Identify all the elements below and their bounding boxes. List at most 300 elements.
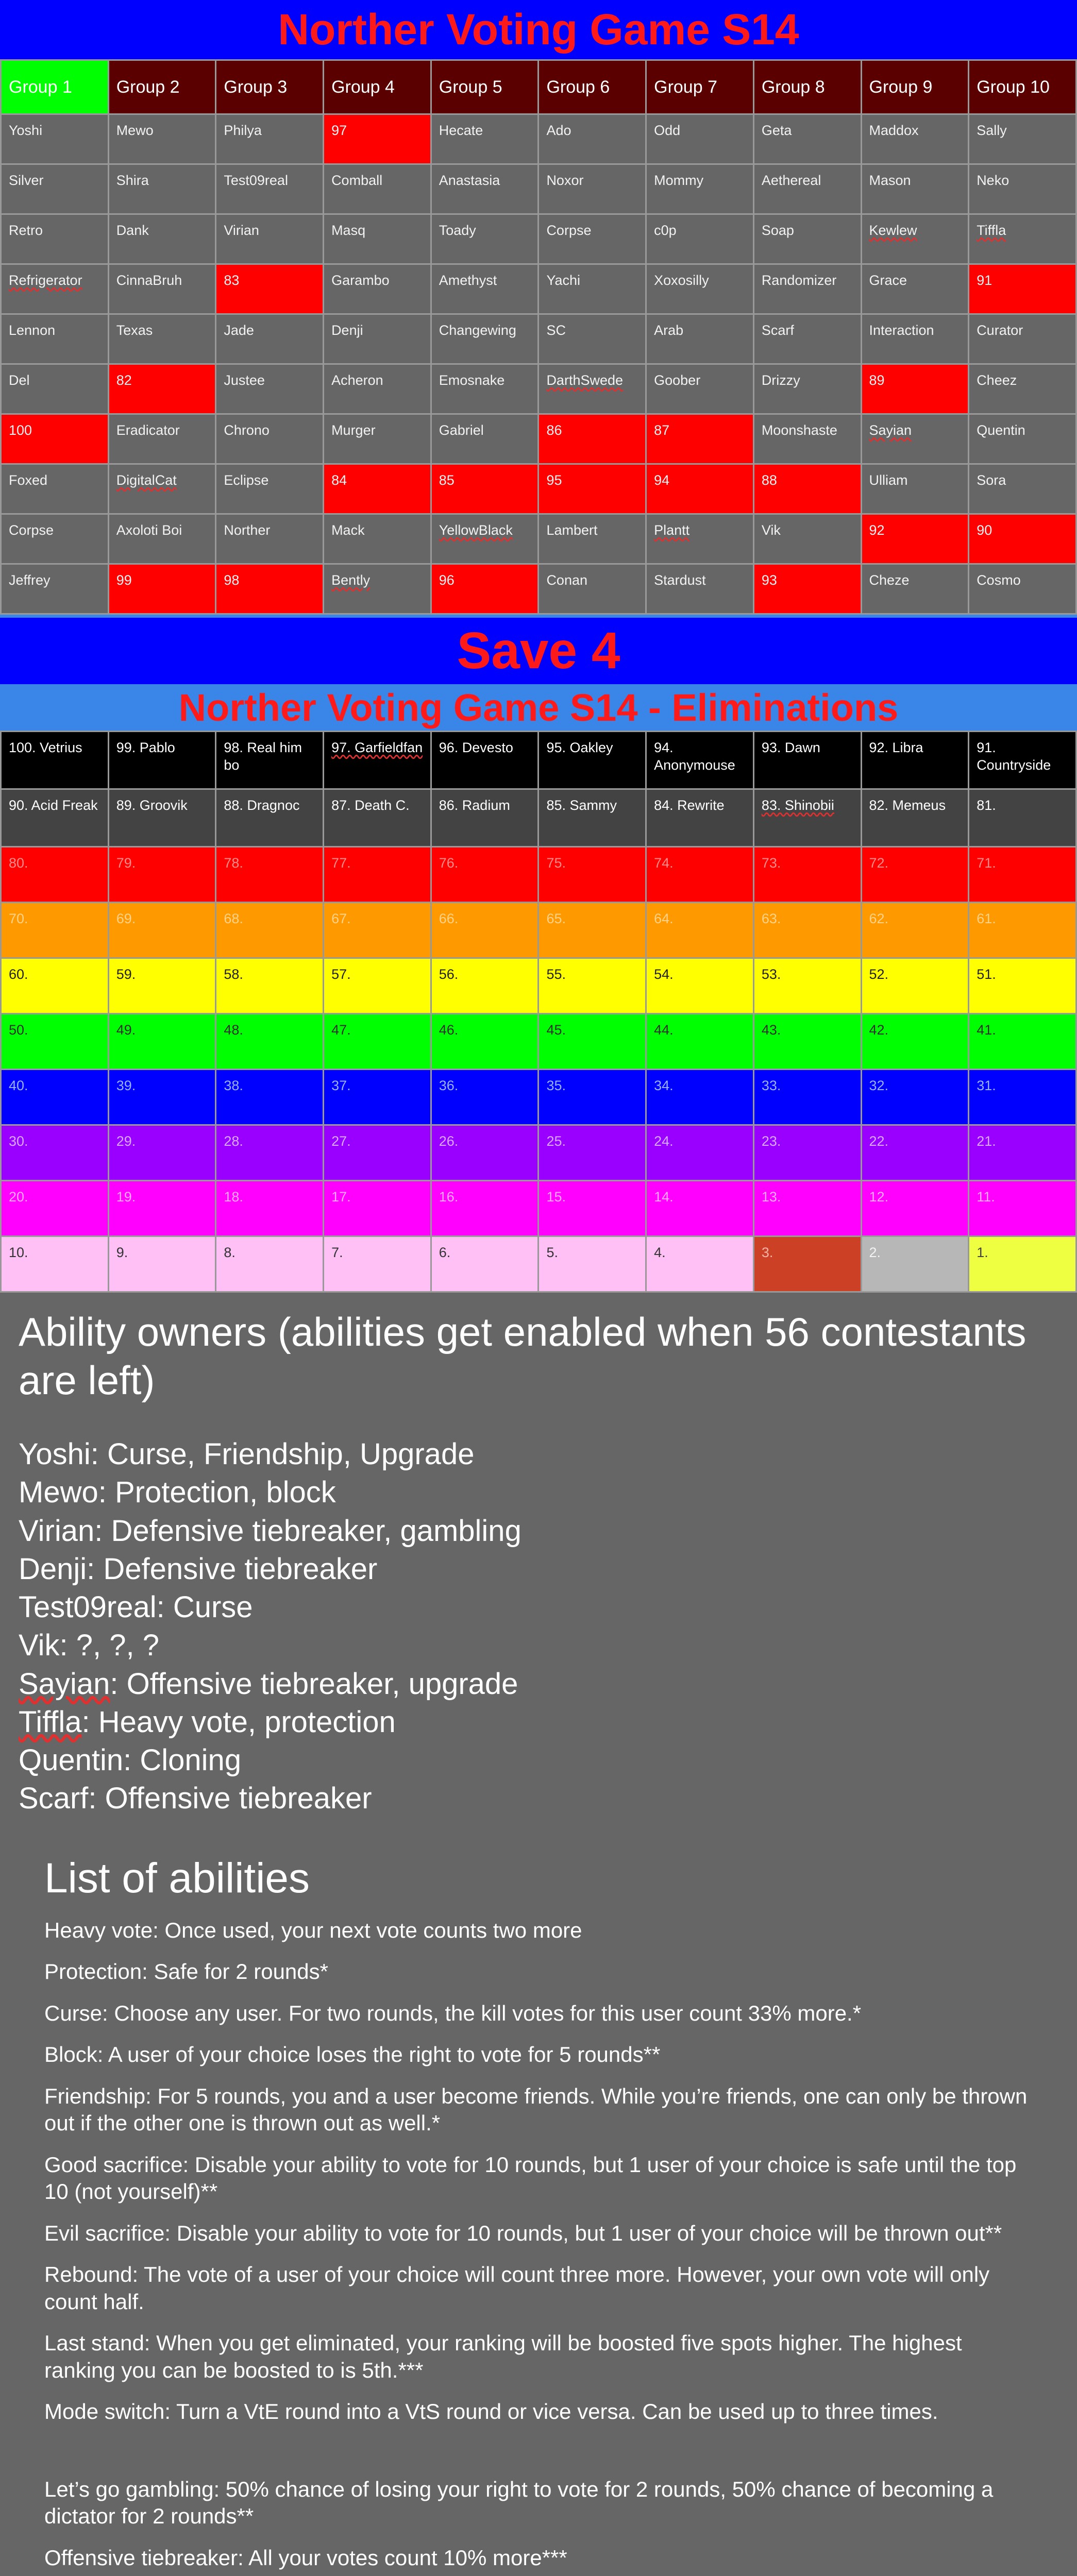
contestant-name: SC	[546, 323, 566, 338]
elimination-rank: 5.	[546, 1245, 558, 1260]
elimination-rank: 53.	[761, 967, 781, 982]
contestant-cell	[216, 114, 324, 164]
elimination-rank: 67.	[331, 911, 351, 926]
contestant-name: c0p	[654, 223, 677, 238]
contestant-name: Eclipse	[224, 472, 269, 488]
contestant-cell	[216, 164, 324, 214]
elimination-rank: 87. Death C.	[331, 798, 410, 813]
elimination-rank: 85. Sammy	[546, 798, 617, 813]
elimination-cell	[969, 1236, 1076, 1292]
elimination-rank: 69.	[116, 911, 136, 926]
elimination-cell	[646, 847, 754, 903]
elimination-cell	[538, 789, 646, 847]
contestant-name: 96	[439, 572, 455, 588]
elimination-cell	[431, 1070, 538, 1125]
contestant-cell	[431, 264, 538, 314]
elimination-rank: 70.	[9, 911, 28, 926]
contestant-name: Drizzy	[761, 372, 800, 388]
eliminated-cell	[753, 564, 861, 614]
contestant-name: Jade	[224, 323, 254, 338]
elimination-rank: 23.	[761, 1133, 781, 1149]
ability-owner: Yoshi: Curse, Friendship, Upgrade	[19, 1437, 475, 1471]
elimination-rank: 15.	[546, 1189, 566, 1205]
ability-owner: Denji: Defensive tiebreaker	[19, 1552, 378, 1586]
owner-abilities: Heavy vote, protection	[98, 1705, 396, 1739]
elimination-cell	[431, 1181, 538, 1236]
groups-row	[1, 264, 1076, 314]
contestant-name: Lennon	[9, 323, 56, 338]
contestant-name: Foxed	[9, 472, 48, 488]
elimination-cell	[1, 903, 109, 958]
contestant-name: 94	[654, 472, 670, 488]
elimination-rank: 48.	[224, 1022, 243, 1038]
elimination-cell	[324, 1236, 431, 1292]
groups-row	[1, 464, 1076, 514]
elimination-rank: 41.	[977, 1022, 996, 1038]
contestant-cell	[108, 264, 216, 314]
elimination-rank: 73.	[761, 855, 781, 871]
elimination-rank: 59.	[116, 967, 136, 982]
elimination-cell	[431, 1014, 538, 1070]
contestant-name: Toady	[439, 223, 476, 238]
elimination-rank: 29.	[116, 1133, 136, 1149]
contestant-cell	[861, 414, 969, 464]
contestant-name: 97	[331, 123, 347, 138]
elimination-rank: 18.	[224, 1189, 243, 1205]
contestant-cell	[216, 464, 324, 514]
ability-item: Heavy vote: Once used, your next vote counts two more	[44, 1918, 582, 1942]
contestant-cell	[216, 314, 324, 364]
elimination-rank: 30.	[9, 1133, 28, 1149]
contestant-name: Scarf	[761, 323, 794, 338]
contestant-name: Del	[9, 372, 30, 388]
elimination-rank: 64.	[654, 911, 674, 926]
contestant-name: Stardust	[654, 572, 706, 588]
elimination-cell	[1, 1236, 109, 1292]
elimination-rank: 99. Pablo	[116, 740, 175, 755]
contestant-name: Denji	[331, 323, 363, 338]
contestant-cell	[324, 414, 431, 464]
ability-owner: Scarf: Offensive tiebreaker	[19, 1782, 372, 1816]
elimination-cell	[431, 903, 538, 958]
contestant-name: 86	[546, 422, 562, 438]
elimination-rank: 26.	[439, 1133, 459, 1149]
elimination-rank: 56.	[439, 967, 459, 982]
elimination-cell	[538, 1125, 646, 1181]
elimination-rank: 74.	[654, 855, 674, 871]
group-header: Group 9	[861, 60, 969, 114]
elimination-rank: 21.	[977, 1133, 996, 1149]
contestant-name: Corpse	[9, 522, 54, 538]
elimination-row	[1, 1236, 1076, 1292]
elimination-cell	[431, 1125, 538, 1181]
contestant-name: Ulliam	[869, 472, 908, 488]
owner-abilities: Curse	[173, 1590, 253, 1624]
eliminated-cell	[753, 464, 861, 514]
contestant-name: Norther	[224, 522, 271, 538]
elimination-rank: 38.	[224, 1078, 243, 1093]
elimination-cell	[538, 958, 646, 1014]
elimination-rank: 32.	[869, 1078, 889, 1093]
owner-abilities: Defensive tiebreaker, gambling	[111, 1514, 521, 1548]
elimination-rank: 45.	[546, 1022, 566, 1038]
elimination-rank: 71.	[977, 855, 996, 871]
elimination-cell	[861, 903, 969, 958]
elimination-rank: 14.	[654, 1189, 674, 1205]
owner-name: Virian	[19, 1514, 95, 1548]
elimination-cell	[1, 1014, 109, 1070]
elimination-cell	[1, 1070, 109, 1125]
elimination-rank: 16.	[439, 1189, 459, 1205]
elimination-rank: 89. Groovik	[116, 798, 188, 813]
elimination-cell	[1, 1125, 109, 1181]
contestant-name: Moonshaste	[761, 422, 837, 438]
contestant-name: Chrono	[224, 422, 270, 438]
elimination-rank: 10.	[9, 1245, 28, 1260]
owner-name: Test09real	[19, 1590, 157, 1624]
elimination-rank: 27.	[331, 1133, 351, 1149]
elimination-cell	[216, 789, 324, 847]
elimination-row	[1, 1125, 1076, 1181]
contestant-cell	[861, 564, 969, 614]
elimination-cell	[216, 903, 324, 958]
eliminated-cell	[969, 514, 1076, 564]
group-header: Group 10	[969, 60, 1076, 114]
contestant-cell	[753, 514, 861, 564]
elimination-cell	[753, 1014, 861, 1070]
eliminated-cell	[538, 464, 646, 514]
elimination-cell	[324, 1125, 431, 1181]
elimination-cell	[1, 732, 109, 789]
contestant-name: Shira	[116, 173, 149, 188]
elimination-row	[1, 958, 1076, 1014]
elimination-rank: 25.	[546, 1133, 566, 1149]
elimination-cell	[969, 847, 1076, 903]
contestant-name: Arab	[654, 323, 684, 338]
contestant-cell	[216, 514, 324, 564]
ability-item: Evil sacrifice: Disable your ability to vote for 10 rounds, but 1 user of your choice will be thrown out**	[44, 2221, 1002, 2245]
elimination-rank: 44.	[654, 1022, 674, 1038]
contestant-name: Xoxosilly	[654, 273, 709, 288]
contestant-name: Grace	[869, 273, 907, 288]
elimination-rank: 50.	[9, 1022, 28, 1038]
contestant-cell	[108, 464, 216, 514]
groups-row	[1, 164, 1076, 214]
ability-item: Let’s go gambling: 50% chance of losing your right to vote for 2 rounds, 50% chance of becoming a dictator for 2 rounds**	[44, 2477, 994, 2529]
elimination-cell	[538, 732, 646, 789]
groups-row	[1, 114, 1076, 164]
elimination-rank: 35.	[546, 1078, 566, 1093]
contestant-name: Vik	[761, 522, 781, 538]
contestant-cell	[861, 164, 969, 214]
contestant-cell	[646, 214, 754, 264]
elimination-cell	[969, 1125, 1076, 1181]
elimination-cell	[431, 958, 538, 1014]
contestant-cell	[1, 264, 109, 314]
contestant-cell	[108, 514, 216, 564]
contestant-cell	[216, 364, 324, 414]
elimination-cell	[431, 732, 538, 789]
elimination-cell	[1, 958, 109, 1014]
contestant-name: Ado	[546, 123, 571, 138]
contestant-name: Anastasia	[439, 173, 500, 188]
contestant-name: Garambo	[331, 273, 390, 288]
elimination-cell	[1, 789, 109, 847]
contestant-name: Odd	[654, 123, 681, 138]
contestant-cell	[324, 364, 431, 414]
contestant-cell	[753, 314, 861, 364]
contestant-name: Plantt	[654, 522, 690, 538]
ability-item: Good sacrifice: Disable your ability to vote for 10 rounds, but 1 user of your choice is safe until the top 10 (not yourself)**	[44, 2152, 1017, 2204]
contestant-cell	[108, 164, 216, 214]
contestant-cell	[861, 114, 969, 164]
contestant-name: Masq	[331, 223, 366, 238]
owner-abilities: Defensive tiebreaker	[103, 1552, 378, 1586]
elimination-rank: 61.	[977, 911, 996, 926]
owner-name: Sayian	[19, 1667, 110, 1701]
elimination-rank: 8.	[224, 1245, 235, 1260]
contestant-name: 92	[869, 522, 885, 538]
contestant-cell	[969, 564, 1076, 614]
elimination-cell	[861, 732, 969, 789]
eliminated-cell	[108, 364, 216, 414]
contestant-name: Bently	[331, 572, 371, 588]
elimination-rank: 6.	[439, 1245, 451, 1260]
elimination-rank: 13.	[761, 1189, 781, 1205]
ability-owner: Quentin: Cloning	[19, 1743, 242, 1777]
elimination-cell	[431, 1236, 538, 1292]
ability-item: Protection: Safe for 2 rounds*	[44, 1959, 328, 1984]
contestant-cell	[324, 514, 431, 564]
contestant-name: 85	[439, 472, 455, 488]
contestant-cell	[969, 164, 1076, 214]
contestant-name: Emosnake	[439, 372, 505, 388]
title-banner	[0, 0, 1077, 59]
group-header: Group 1	[1, 60, 109, 114]
elimination-rank: 94. Anonymouse	[654, 740, 735, 773]
eliminations-table	[0, 731, 1077, 1293]
elimination-row	[1, 1014, 1076, 1070]
elimination-rank: 98. Real him bo	[224, 740, 302, 773]
owner-name: Mewo	[19, 1476, 98, 1510]
contestant-name: Kewlew	[869, 223, 917, 238]
elimination-cell	[646, 1014, 754, 1070]
contestant-name: Curator	[977, 323, 1023, 338]
ability-item: Curse: Choose any user. For two rounds, the kill votes for this user count 33% more.*	[44, 2001, 862, 2025]
contestant-name: DigitalCat	[116, 472, 177, 488]
elimination-cell	[861, 789, 969, 847]
elimination-cell	[216, 847, 324, 903]
contestant-cell	[753, 164, 861, 214]
eliminations-banner	[0, 684, 1077, 731]
contestant-cell	[108, 214, 216, 264]
contestant-name: Mason	[869, 173, 911, 188]
group-header: Group 5	[431, 60, 538, 114]
contestant-name: Cosmo	[977, 572, 1021, 588]
contestant-name: 83	[224, 273, 240, 288]
ability-item: Last stand: When you get eliminated, your ranking will be boosted five spots higher. The highest ranking you can be boosted to is 5th.***	[44, 2331, 962, 2382]
eliminated-cell	[969, 264, 1076, 314]
elimination-row	[1, 789, 1076, 847]
contestant-cell	[108, 314, 216, 364]
contestant-cell	[1, 114, 109, 164]
ability-item: Block: A user of your choice loses the right to vote for 5 rounds**	[44, 2042, 661, 2067]
contestant-cell	[969, 314, 1076, 364]
abilities-list-1	[44, 1917, 1033, 2426]
group-header: Group 3	[216, 60, 324, 114]
elimination-cell	[108, 1014, 216, 1070]
ability-owner: Test09real: Curse	[19, 1590, 253, 1624]
contestant-cell	[324, 314, 431, 364]
elimination-cell	[216, 1125, 324, 1181]
contestant-cell	[1, 214, 109, 264]
elimination-rank: 55.	[546, 967, 566, 982]
elimination-rank: 84. Rewrite	[654, 798, 725, 813]
elimination-cell	[324, 958, 431, 1014]
contestant-cell	[431, 164, 538, 214]
eliminated-cell	[861, 364, 969, 414]
contestant-name: 95	[546, 472, 562, 488]
elimination-rank: 37.	[331, 1078, 351, 1093]
contestant-name: Gabriel	[439, 422, 484, 438]
contestant-cell	[538, 514, 646, 564]
contestant-cell	[969, 214, 1076, 264]
elimination-cell	[324, 1181, 431, 1236]
elimination-cell	[1, 1181, 109, 1236]
elimination-rank: 33.	[761, 1078, 781, 1093]
elimination-rank: 7.	[331, 1245, 343, 1260]
contestant-cell	[324, 214, 431, 264]
elimination-rank: 81.	[977, 798, 996, 813]
eliminated-cell	[324, 114, 431, 164]
elimination-rank: 65.	[546, 911, 566, 926]
contestant-name: Mewo	[116, 123, 154, 138]
contestant-cell	[753, 364, 861, 414]
ability-item: Offensive tiebreaker: All your votes count 10% more***	[44, 2545, 567, 2570]
elimination-rank: 36.	[439, 1078, 459, 1093]
ability-owner: Vik: ?, ?, ?	[19, 1629, 159, 1663]
contestant-name: Axoloti Boi	[116, 522, 182, 538]
elimination-rank: 97. Garfieldfan	[331, 740, 423, 755]
contestant-cell	[969, 464, 1076, 514]
elimination-cell	[538, 1236, 646, 1292]
contestant-name: Aethereal	[761, 173, 821, 188]
contestant-name: Noxor	[546, 173, 584, 188]
elimination-row	[1, 1181, 1076, 1236]
elimination-cell	[753, 958, 861, 1014]
contestant-name: 90	[977, 522, 992, 538]
contestant-cell	[1, 364, 109, 414]
elimination-rank: 19.	[116, 1189, 136, 1205]
elimination-rank: 46.	[439, 1022, 459, 1038]
owner-name: Denji	[19, 1552, 87, 1586]
elimination-cell	[108, 1070, 216, 1125]
elimination-cell	[538, 1070, 646, 1125]
contestant-name: Quentin	[977, 422, 1025, 438]
group-header: Group 2	[108, 60, 216, 114]
elimination-rank: 92. Libra	[869, 740, 923, 755]
owner-abilities: Protection, block	[114, 1476, 336, 1510]
elimination-cell	[216, 958, 324, 1014]
contestant-name: Sora	[977, 472, 1006, 488]
contestant-name: 98	[224, 572, 240, 588]
contestant-cell	[861, 214, 969, 264]
elimination-rank: 31.	[977, 1078, 996, 1093]
elimination-rank: 66.	[439, 911, 459, 926]
owner-abilities: Offensive tiebreaker	[105, 1782, 372, 1816]
elimination-cell	[538, 1181, 646, 1236]
contestant-name: Conan	[546, 572, 588, 588]
eliminated-cell	[431, 464, 538, 514]
contestant-name: YellowBlack	[439, 522, 513, 538]
contestant-cell	[646, 164, 754, 214]
contestant-cell	[753, 114, 861, 164]
elimination-rank: 11.	[977, 1189, 995, 1205]
elimination-cell	[538, 903, 646, 958]
elimination-cell	[108, 958, 216, 1014]
ability-item: Friendship: For 5 rounds, you and a user become friends. While you’re friends, one can only be thrown out if the other one is thrown out as well.*	[44, 2083, 1028, 2136]
contestant-cell	[324, 164, 431, 214]
elimination-rank: 42.	[869, 1022, 889, 1038]
elimination-rank: 62.	[869, 911, 889, 926]
contestant-name: Sally	[977, 123, 1007, 138]
elimination-cell	[216, 732, 324, 789]
contestant-name: 89	[869, 372, 885, 388]
elimination-rank: 3.	[761, 1245, 773, 1260]
contestant-cell	[431, 514, 538, 564]
contestant-cell	[431, 364, 538, 414]
elimination-row	[1, 732, 1076, 789]
contestant-cell	[324, 564, 431, 614]
contestant-name: Soap	[761, 223, 794, 238]
groups-header-row	[1, 60, 1076, 114]
contestant-cell	[861, 464, 969, 514]
elimination-cell	[324, 847, 431, 903]
elimination-rank: 82. Memeus	[869, 798, 946, 813]
groups-table	[0, 59, 1077, 615]
group-header: Group 8	[753, 60, 861, 114]
elimination-cell	[108, 903, 216, 958]
contestant-name: 91	[977, 273, 992, 288]
elimination-cell	[969, 789, 1076, 847]
elimination-rank: 72.	[869, 855, 889, 871]
groups-row	[1, 364, 1076, 414]
elimination-cell	[753, 1070, 861, 1125]
owner-abilities: ?, ?, ?	[76, 1629, 159, 1663]
elimination-rank: 22.	[869, 1133, 889, 1149]
elimination-rank: 90. Acid Freak	[9, 798, 98, 813]
contestant-cell	[324, 264, 431, 314]
contestant-cell	[538, 314, 646, 364]
contestant-name: Amethyst	[439, 273, 497, 288]
elimination-rank: 28.	[224, 1133, 243, 1149]
elimination-rank: 91. Countryside	[977, 740, 1051, 773]
elimination-rank: 1.	[977, 1245, 988, 1260]
contestant-name: Randomizer	[761, 273, 837, 288]
contestant-name: Justee	[224, 372, 265, 388]
contestant-cell	[431, 114, 538, 164]
elimination-cell	[861, 1181, 969, 1236]
contestant-name: Neko	[977, 173, 1009, 188]
contestant-name: Mommy	[654, 173, 704, 188]
ability-item: Mode switch: Turn a VtE round into a VtS round or vice versa. Can be used up to three times.	[44, 2399, 938, 2424]
elimination-cell	[108, 1181, 216, 1236]
groups-row	[1, 214, 1076, 264]
elimination-rank: 58.	[224, 967, 243, 982]
elimination-cell	[861, 1014, 969, 1070]
contestant-name: Maddox	[869, 123, 919, 138]
contestant-name: CinnaBruh	[116, 273, 182, 288]
